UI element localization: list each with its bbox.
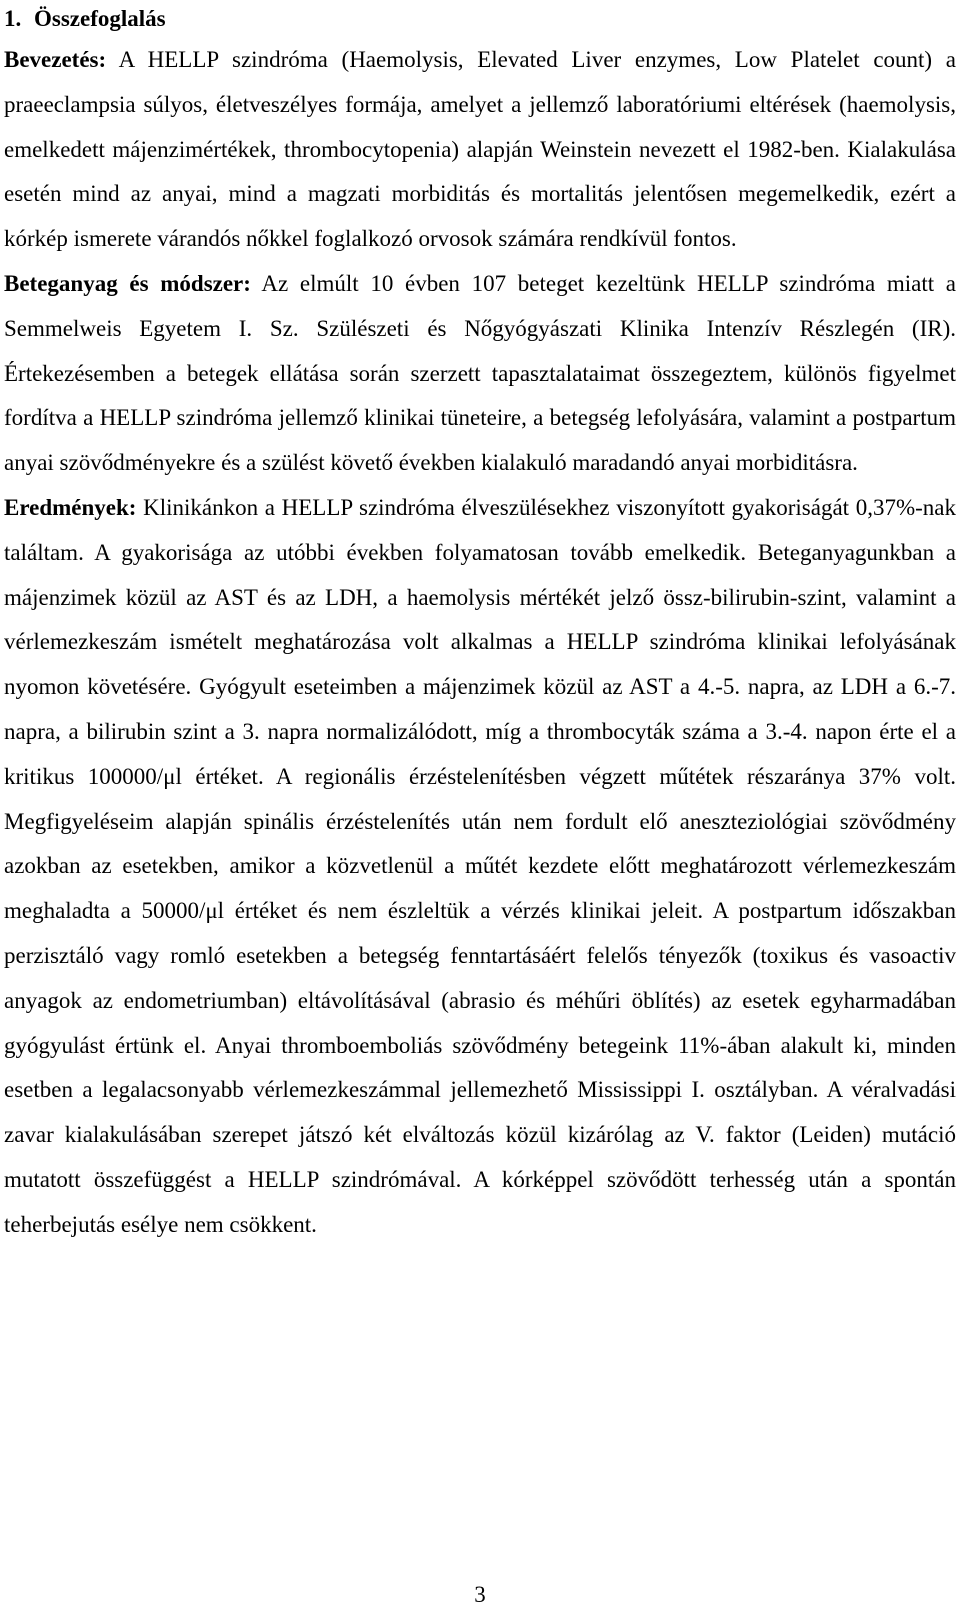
section-number: 1. — [4, 6, 22, 31]
page-number: 3 — [474, 1582, 486, 1607]
paragraph-lead-results: Eredmények: — [4, 494, 137, 520]
paragraph-results — [4, 486, 956, 1248]
paragraph-lead-methods: Beteganyag és módszer: — [4, 270, 251, 296]
paragraph-methods — [4, 262, 956, 486]
paragraph-lead-introduction: Bevezetés: — [4, 47, 107, 72]
section-heading — [4, 0, 956, 38]
paragraph-text-methods: Az elmúlt 10 évben 107 beteget kezeltünk HELLP szindróma miatt a Semmelweis Egyetem I. Sz. Szülészeti és Nőgyógyászati Klinika Intenzív Részlegén (IR). Értekezésemben a betegek ellátása során szerzett tapasztalataimat összegeztem, különös figyelmet fordítva a HELLP szindróma jellemző klinikai tüneteire, a betegség lefolyására, valamint a postpartum anyai szövődményekre és a szülést követő években kialakuló maradandó anyai morbiditásra. — [4, 270, 957, 476]
document-page — [4, 0, 956, 1248]
paragraph-text-introduction: A HELLP szindróma (Haemolysis, Elevated Liver enzymes, Low Platelet count) a praeeclampsia súlyos, életveszélyes formája, amelyet a jellemző laboratóriumi eltérések (haemolysis, emelkedett májenzimértékek, thrombocytopenia) alapján Weinstein nevezett el 1982-ben. Kialakulása esetén mind az anyai, mind a magzati morbiditás és mortalitás jelentősen megemelkedik, ezért a kórkép ismerete várandós nőkkel foglalkozó orvosok számára rendkívül fontos. — [4, 47, 957, 252]
paragraph-text-results: Klinikánkon a HELLP szindróma élveszülésekhez viszonyított gyakoriságát 0,37%-nak találtam. A gyakorisága az utóbbi években folyamatosan tovább emelkedik. Beteganyagunkban a májenzimek közül az AST és az LDH, a haemolysis mértékét jelző össz-bilirubin-szint, valamint a vérlemezkeszám ismételt meghatározása volt alkalmas a HELLP szindróma klinikai lefolyásának nyomon követésére. Gyógyult eseteimben a májenzimek közül az AST a 4.-5. napra, az LDH a 6.-7. napra, a bilirubin szint a 3. napra normalizálódott, míg a thrombocyták száma a 3.-4. napon érte el a kritikus 100000/μl értéket. A regionális érzéstelenítésben végzett műtétek részaránya 37% volt. Megfigyeléseim alapján spinális érzéstelenítés után nem fordult elő aneszteziológiai szövődmény azokban az esetekben, amikor a közvetlenül a műtét kezdete előtt meghatározott vérlemezkeszám meghaladta a 50000/μl értéket és nem észleltük a vérzés klinikai jeleit. A postpartum időszakban perzisztáló vagy romló esetekben a betegség fenntartásáért felelős tényezők (toxikus és vasoactiv anyagok az endometriumban) eltávolításával (abrasio és méhűri öblítés) az esetek egyharmadában gyógyulást értünk el. Anyai thromboemboliás szövődmény betegeink 11%-ában alakult ki, minden esetben a legalacsonyabb vérlemezkeszámmal jellemezhető Mississippi I. osztályban. A véralvadási zavar kialakulásában szerepet játszó két elváltozás közül kizárólag az V. faktor (Leiden) mutáció mutatott összefüggést a HELLP szindrómával. A kórképpel szövődött terhesség után a spontán teherbejutás esélye nem csökkent. — [4, 494, 957, 1237]
section-title: Összefoglalás — [34, 6, 166, 31]
paragraph-introduction — [4, 38, 956, 262]
